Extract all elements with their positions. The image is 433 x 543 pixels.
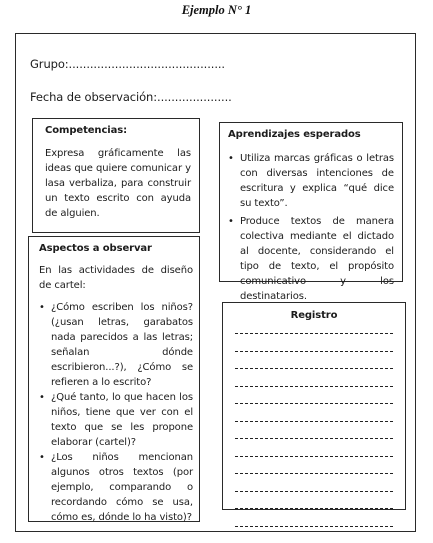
registro-box — [222, 302, 406, 510]
registro-title: Registro — [290, 310, 338, 321]
registro-blank-line — [235, 491, 393, 492]
aspectos-item — [39, 300, 193, 390]
page-title: Ejemplo N° 1 — [181, 3, 252, 17]
aspectos-item — [39, 390, 193, 450]
aprendizajes-item — [228, 214, 394, 304]
registro-blank-line — [235, 473, 393, 474]
bullet-icon: • — [39, 452, 45, 463]
aprendizajes-item — [228, 151, 394, 211]
registro-lines — [235, 333, 393, 527]
fecha-field — [30, 90, 232, 104]
registro-blank-line — [235, 386, 393, 387]
aspectos-item-text: ¿Qué tanto, lo que hacen los niños, tiene que ver con el texto que se les propone elaborar (cartel)? — [51, 392, 193, 448]
grupo-label: Grupo: — [30, 57, 69, 71]
fecha-label: Fecha de observación: — [30, 90, 158, 104]
grupo-field — [30, 57, 225, 71]
competencias-box — [32, 118, 200, 233]
aprendizajes-item-text: Utiliza marcas gráficas o letras con diversas intenciones de escritura y explica “qué dice su texto”. — [240, 153, 394, 209]
bullet-icon: • — [39, 392, 45, 403]
fecha-dots: ..................... — [157, 90, 232, 104]
grupo-dots: ............................................ — [68, 57, 225, 71]
aprendizajes-box — [219, 122, 403, 302]
aprendizajes-item-text: Produce textos de manera colectiva mediante el dictado al docente, considerando el tipo de texto, el propósito comunicativo y los destinatarios. — [240, 216, 394, 302]
bullet-icon: • — [39, 302, 45, 313]
bullet-icon: • — [228, 153, 234, 164]
aspectos-intro: En las actividades de diseño de cartel: — [39, 265, 193, 291]
aspectos-list — [39, 300, 193, 525]
aspectos-title: Aspectos a observar — [39, 243, 152, 254]
aspectos-item-text: ¿Los niños mencionan algunos otros textos (por ejemplo, comparando o recordando cómo se usa, cómo es, dónde lo ha visto)? — [51, 452, 193, 523]
aprendizajes-list — [228, 151, 394, 304]
aspectos-item — [39, 450, 193, 525]
registro-blank-line — [235, 421, 393, 422]
competencias-text: Expresa gráficamente las ideas que quiere comunicar y lasa verbaliza, para construir un texto escrito con ayuda de alguien. — [45, 148, 191, 219]
registro-blank-line — [235, 456, 393, 457]
registro-blank-line — [235, 526, 393, 527]
registro-blank-line — [235, 333, 393, 334]
bullet-icon: • — [228, 216, 234, 227]
registro-blank-line — [235, 351, 393, 352]
aspectos-box — [28, 236, 200, 522]
competencias-title: Competencias: — [45, 125, 128, 136]
registro-blank-line — [235, 403, 393, 404]
registro-blank-line — [235, 508, 393, 509]
aspectos-item-text: ¿Cómo escriben los niños? (¿usan letras, garabatos nada parecidos a las letras; señalan dónde escribieron...?), ¿Cómo se refieren a lo escrito? — [51, 302, 193, 388]
registro-blank-line — [235, 438, 393, 439]
aprendizajes-title: Aprendizajes esperados — [228, 129, 361, 140]
registro-blank-line — [235, 368, 393, 369]
